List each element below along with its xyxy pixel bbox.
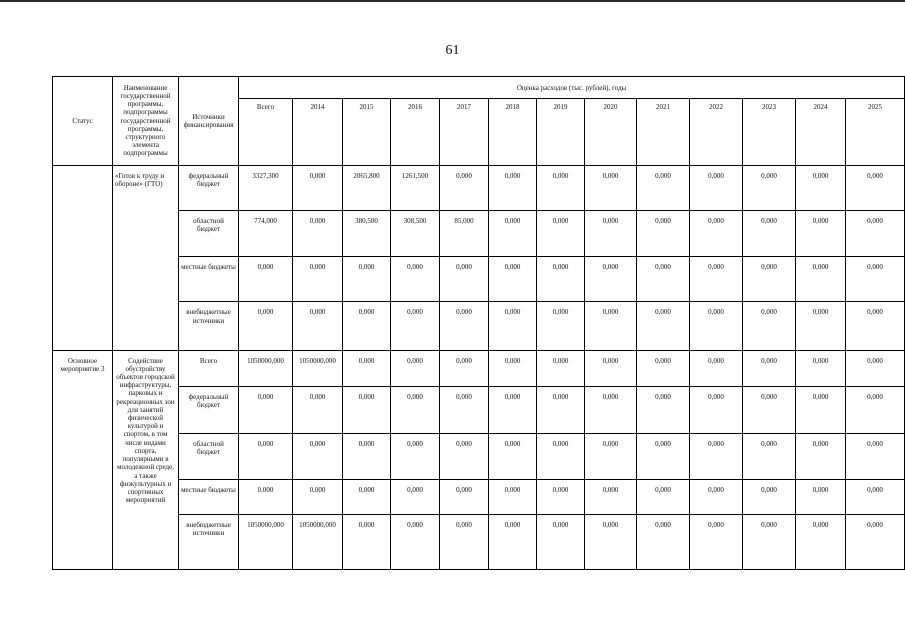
source-cell: внебюджетные источники: [179, 514, 239, 569]
value-cell: 1261,500: [391, 165, 440, 210]
value-cell: 0,000: [293, 302, 343, 350]
value-cell: 0,000: [796, 165, 846, 210]
value-cell: 0,000: [743, 210, 796, 256]
value-cell: 0,000: [585, 210, 637, 256]
header-year-2015: 2015: [343, 99, 391, 165]
header-year-2014: 2014: [293, 99, 343, 165]
value-cell: 0,000: [391, 434, 440, 480]
block2-status: Основное мероприятие 3: [53, 350, 113, 569]
value-cell: 0,000: [293, 480, 343, 514]
value-cell: 1050000,000: [293, 350, 343, 386]
value-cell: 0,000: [585, 480, 637, 514]
value-cell: 0,000: [440, 350, 489, 386]
value-cell: 0,000: [637, 350, 690, 386]
value-cell: 0,000: [690, 480, 743, 514]
value-cell: 0,000: [537, 210, 585, 256]
source-cell: местные бюджеты: [179, 257, 239, 302]
header-sources: Источники финансирования: [179, 77, 239, 166]
value-cell: 0,000: [637, 480, 690, 514]
value-cell: 0,000: [796, 350, 846, 386]
block1-name: «Готов к труду и обороне» (ГТО): [113, 165, 179, 350]
value-cell: 0,000: [585, 386, 637, 433]
header-year-2018: 2018: [489, 99, 537, 165]
source-cell: внебюджетные источники: [179, 302, 239, 350]
value-cell: 0,000: [293, 434, 343, 480]
top-border-line: [0, 0, 905, 2]
header-status: Статус: [53, 77, 113, 166]
value-cell: 0,000: [239, 386, 293, 433]
value-cell: 0,000: [440, 386, 489, 433]
value-cell: 380,500: [343, 210, 391, 256]
value-cell: 0,000: [537, 350, 585, 386]
header-name: Наименование государственной программы, подпрограммы государственной программы, структурного элемента подпрограммы: [113, 77, 179, 166]
value-cell: 0,000: [796, 386, 846, 433]
value-cell: 0,000: [743, 434, 796, 480]
value-cell: 0,000: [293, 165, 343, 210]
value-cell: 0,000: [440, 434, 489, 480]
table-row: [53, 514, 905, 569]
table-row: [53, 350, 905, 386]
header-year-2022: 2022: [690, 99, 743, 165]
value-cell: 0,000: [846, 302, 905, 350]
value-cell: 0,000: [239, 257, 293, 302]
value-cell: 0,000: [293, 386, 343, 433]
value-cell: 0,000: [796, 257, 846, 302]
value-cell: 0,000: [637, 257, 690, 302]
value-cell: 0,000: [846, 386, 905, 433]
header-year-2024: 2024: [796, 99, 846, 165]
value-cell: 0,000: [293, 257, 343, 302]
value-cell: 0,000: [846, 257, 905, 302]
value-cell: 0,000: [440, 165, 489, 210]
value-cell: 0,000: [637, 514, 690, 569]
table-row: [53, 302, 905, 350]
value-cell: 0,000: [690, 514, 743, 569]
value-cell: 0,000: [585, 302, 637, 350]
value-cell: 0,000: [489, 434, 537, 480]
value-cell: 0,000: [489, 210, 537, 256]
source-cell: федеральный бюджет: [179, 386, 239, 433]
value-cell: 774,000: [239, 210, 293, 256]
value-cell: 0,000: [637, 386, 690, 433]
value-cell: 0,000: [391, 257, 440, 302]
page-number: 61: [445, 43, 460, 58]
value-cell: 0,000: [743, 302, 796, 350]
value-cell: 1050000,000: [293, 514, 343, 569]
value-cell: 0,000: [489, 350, 537, 386]
value-cell: 0,000: [440, 302, 489, 350]
value-cell: 0,000: [537, 480, 585, 514]
value-cell: 0,000: [743, 514, 796, 569]
value-cell: 0,000: [743, 350, 796, 386]
value-cell: 0,000: [585, 434, 637, 480]
value-cell: 0,000: [690, 210, 743, 256]
value-cell: 0,000: [489, 257, 537, 302]
value-cell: 0,000: [440, 257, 489, 302]
value-cell: 0,000: [846, 480, 905, 514]
value-cell: 0,000: [343, 257, 391, 302]
value-cell: 0,000: [537, 386, 585, 433]
value-cell: 0,000: [585, 514, 637, 569]
value-cell: 0,000: [537, 302, 585, 350]
value-cell: 0,000: [690, 386, 743, 433]
source-cell: областной бюджет: [179, 210, 239, 256]
value-cell: 0,000: [239, 480, 293, 514]
value-cell: 1050000,000: [239, 350, 293, 386]
value-cell: 0,000: [796, 434, 846, 480]
value-cell: 0,000: [489, 386, 537, 433]
source-cell: местные бюджеты: [179, 480, 239, 514]
value-cell: 85,000: [440, 210, 489, 256]
value-cell: 0,000: [585, 165, 637, 210]
value-cell: 0,000: [637, 210, 690, 256]
block1-rows: [53, 165, 905, 350]
value-cell: 0,000: [796, 210, 846, 256]
value-cell: 0,000: [391, 386, 440, 433]
table-row: [53, 257, 905, 302]
value-cell: 2065,800: [343, 165, 391, 210]
value-cell: 0,000: [796, 514, 846, 569]
value-cell: 0,000: [690, 434, 743, 480]
value-cell: 0,000: [537, 165, 585, 210]
table-row: [53, 434, 905, 480]
value-cell: 0,000: [391, 302, 440, 350]
value-cell: 0,000: [743, 257, 796, 302]
value-cell: 0,000: [846, 210, 905, 256]
source-cell: федеральный бюджет: [179, 165, 239, 210]
value-cell: 0,000: [391, 480, 440, 514]
value-cell: 0,000: [440, 480, 489, 514]
value-cell: 0,000: [343, 480, 391, 514]
value-cell: 3327,300: [239, 165, 293, 210]
value-cell: 0,000: [743, 480, 796, 514]
value-cell: 0,000: [343, 386, 391, 433]
value-cell: 0,000: [293, 210, 343, 256]
header-year-2021: 2021: [637, 99, 690, 165]
table-row: [53, 386, 905, 433]
value-cell: 0,000: [343, 514, 391, 569]
value-cell: 0,000: [690, 302, 743, 350]
value-cell: 0,000: [391, 350, 440, 386]
value-cell: 0,000: [743, 386, 796, 433]
table-row: [53, 165, 905, 210]
block2-rows: [53, 350, 905, 569]
value-cell: 0,000: [537, 434, 585, 480]
header-year-2020: 2020: [585, 99, 637, 165]
value-cell: 0,000: [489, 302, 537, 350]
value-cell: 0,000: [585, 350, 637, 386]
header-year-2016: 2016: [391, 99, 440, 165]
value-cell: 0,000: [690, 350, 743, 386]
value-cell: 0,000: [343, 350, 391, 386]
block2-name: Содействие обустройству объектов городской инфраструктуры, парковых и рекреационных зон для занятий физической культурой и спортом, в том числе видами спорта, популярными в молодежной среде, а также физкультурных и спортивных мероприятий: [113, 350, 179, 569]
header-year-2023: 2023: [743, 99, 796, 165]
value-cell: 0,000: [690, 257, 743, 302]
header-year-2025: 2025: [846, 99, 905, 165]
value-cell: 1050000,000: [239, 514, 293, 569]
header-year-2017: 2017: [440, 99, 489, 165]
value-cell: 0,000: [239, 302, 293, 350]
value-cell: 0,000: [796, 302, 846, 350]
value-cell: 0,000: [537, 257, 585, 302]
value-cell: 0,000: [846, 350, 905, 386]
value-cell: 0,000: [239, 434, 293, 480]
header-year-total: Всего: [239, 99, 293, 165]
value-cell: 0,000: [440, 514, 489, 569]
value-cell: 0,000: [743, 165, 796, 210]
budget-table: [52, 76, 905, 570]
value-cell: 0,000: [637, 434, 690, 480]
value-cell: 0,000: [846, 434, 905, 480]
header-row-1: [53, 77, 905, 99]
value-cell: 0,000: [343, 434, 391, 480]
value-cell: 0,000: [690, 165, 743, 210]
value-cell: 0,000: [489, 514, 537, 569]
header-year-2019: 2019: [537, 99, 585, 165]
value-cell: 0,000: [489, 165, 537, 210]
value-cell: 0,000: [846, 165, 905, 210]
source-cell: областной бюджет: [179, 434, 239, 480]
value-cell: 0,000: [343, 302, 391, 350]
table-row: [53, 210, 905, 256]
value-cell: 0,000: [846, 514, 905, 569]
value-cell: 308,500: [391, 210, 440, 256]
value-cell: 0,000: [637, 302, 690, 350]
value-cell: 0,000: [796, 480, 846, 514]
value-cell: 0,000: [537, 514, 585, 569]
value-cell: 0,000: [391, 514, 440, 569]
block1-status: [53, 165, 113, 350]
value-cell: 0,000: [489, 480, 537, 514]
value-cell: 0,000: [585, 257, 637, 302]
table-row: [53, 480, 905, 514]
header-estimate: Оценка расходов (тыс. рублей), годы: [239, 77, 905, 99]
source-cell: Всего: [179, 350, 239, 386]
value-cell: 0,000: [637, 165, 690, 210]
